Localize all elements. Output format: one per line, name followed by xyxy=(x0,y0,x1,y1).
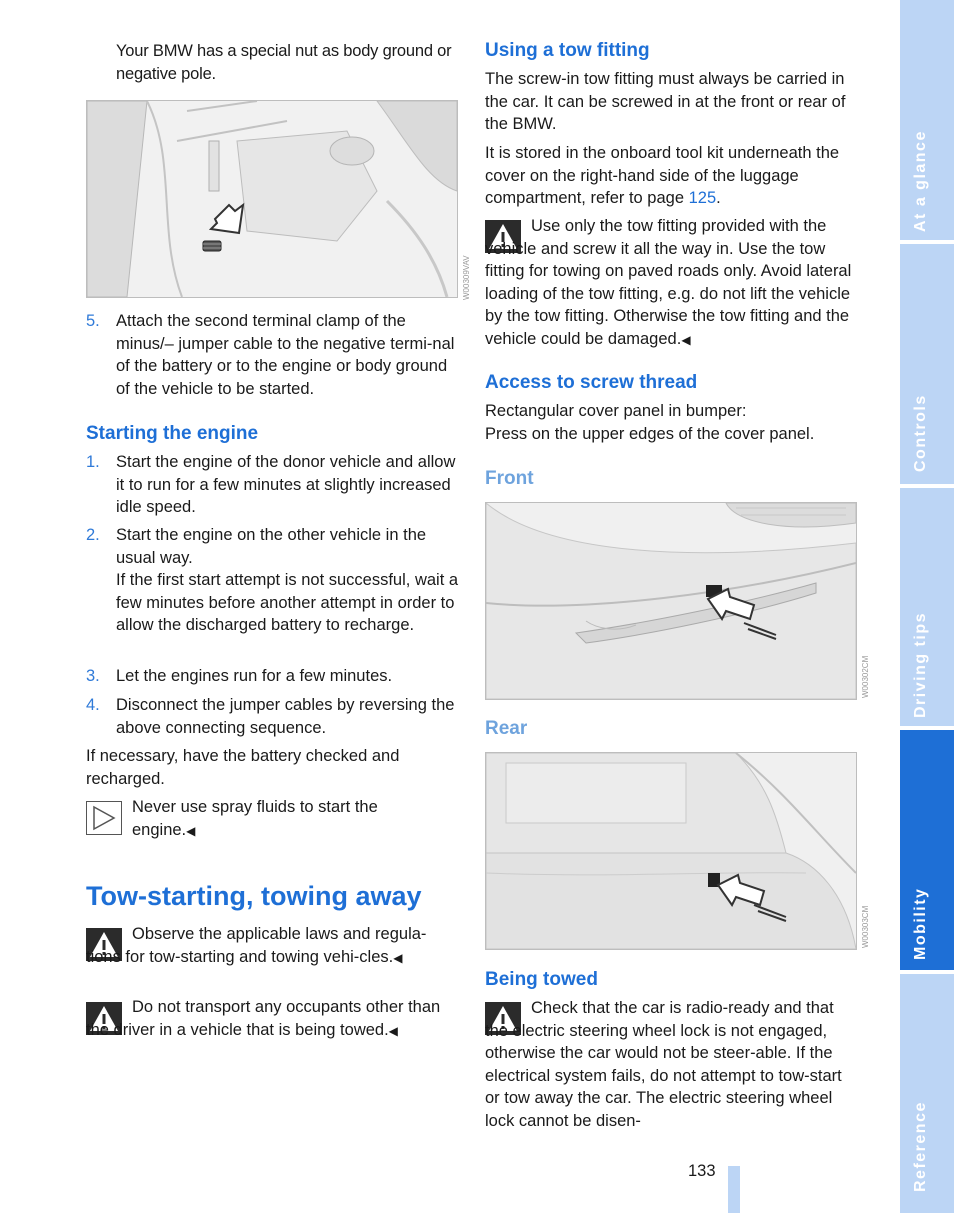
using-tow-fitting-heading: Using a tow fitting xyxy=(485,40,650,61)
front-bumper-figure xyxy=(485,502,857,700)
page-number: 133 xyxy=(688,1162,716,1180)
rear-bumper-figure xyxy=(485,752,857,950)
page-marker-bar xyxy=(728,1166,740,1213)
warning-text: Observe the applicable laws and regula-tions for tow-starting and towing vehi-cles.◀ xyxy=(86,925,427,966)
tab-controls[interactable] xyxy=(900,244,954,484)
step-text: Disconnect the jumper cables by reversing the above connecting sequence. xyxy=(116,696,455,737)
battery-note: If necessary, have the battery checked and recharged. xyxy=(86,747,400,788)
end-marker-icon: ◀ xyxy=(681,332,691,347)
figure-code: W00309VAV xyxy=(462,255,471,300)
step-number: 3. xyxy=(86,667,100,685)
tab-driving-tips[interactable] xyxy=(900,488,954,726)
note-triangle-icon xyxy=(86,801,122,835)
starting-engine-heading: Starting the engine xyxy=(86,423,259,444)
figure-code: W00302CM xyxy=(861,655,870,698)
using-paragraph-1: The screw-in tow fitting must always be carried in the car. It can be screwed in at the front or rear of the BMW. xyxy=(485,70,846,134)
engine-ground-figure xyxy=(86,100,458,298)
step-text: Let the engines run for a few minutes. xyxy=(116,667,393,685)
access-paragraph-1: Rectangular cover panel in bumper: xyxy=(485,402,747,420)
step-block xyxy=(116,524,461,637)
engine-bay-illustration xyxy=(87,101,457,297)
access-screw-thread-heading: Access to screw thread xyxy=(485,372,698,393)
intro-text: Your BMW has a special nut as body ground or negative pole. xyxy=(116,42,452,83)
tow-starting-heading: Tow-starting, towing away xyxy=(86,881,422,911)
step-number: 2. xyxy=(86,526,100,544)
tab-label: Controls xyxy=(912,394,929,472)
tab-at-a-glance[interactable] xyxy=(900,0,954,240)
warning-text: Use only the tow fitting provided with the vehicle and screw it all the way in. Use the tow fitting for towing on paved roads only. Avoid lateral loading of the tow fitting, e.g. do not lift the vehicle by the tow fitting. Otherwise the tow fitting and the vehicle could be damaged.◀ xyxy=(485,217,852,348)
tab-label: At a glance xyxy=(912,130,929,232)
front-bumper-illustration xyxy=(486,503,856,699)
page-reference-link[interactable]: 125 xyxy=(688,189,717,208)
step-text: Start the engine on the other vehicle in the usual way. xyxy=(116,526,427,567)
using-paragraph-2: It is stored in the onboard tool kit underneath the cover on the right-hand side of the luggage compartment, refer to page 125. xyxy=(485,144,840,208)
front-heading: Front xyxy=(485,468,534,489)
tab-label: Driving tips xyxy=(912,611,929,718)
step-text: Attach the second terminal clamp of the minus/– jumper cable to the negative termi-nal of the battery or to the engine or body ground of the vehicle to be started. xyxy=(116,312,455,398)
step-extra-text: If the first start attempt is not successful, wait a few minutes before another attempt in order to allow the discharged battery to recharge. xyxy=(116,571,459,635)
tab-label: Mobility xyxy=(912,887,929,960)
tab-label: Reference xyxy=(912,1101,929,1192)
warning-text: Check that the car is radio-ready and that the electric steering wheel lock is not engaged, otherwise the car would not be steer-able. If the electrical system fails, do not attempt to tow-start or tow away the car. The electric steering wheel lock cannot be disen- xyxy=(485,999,842,1130)
access-paragraph-2: Press on the upper edges of the cover panel. xyxy=(485,425,815,443)
chapter-sidebar xyxy=(900,0,954,1213)
end-marker-icon: ◀ xyxy=(393,950,403,965)
step-number: 5. xyxy=(86,312,100,330)
spray-note: Never use spray fluids to start the engine.◀ xyxy=(132,798,378,839)
step-number: 1. xyxy=(86,453,100,471)
end-marker-icon: ◀ xyxy=(186,823,196,838)
rear-bumper-illustration xyxy=(486,753,856,949)
warning-text: Do not transport any occupants other than the driver in a vehicle that is being towed.◀ xyxy=(86,998,441,1039)
figure-code: W00303CM xyxy=(861,905,870,948)
rear-heading: Rear xyxy=(485,718,528,739)
end-marker-icon: ◀ xyxy=(388,1023,398,1038)
tab-reference[interactable] xyxy=(900,974,954,1213)
step-text: Start the engine of the donor vehicle and allow it to run for a few minutes at slightly increased idle speed. xyxy=(116,453,456,517)
step-number: 4. xyxy=(86,696,100,714)
tab-mobility[interactable] xyxy=(900,730,954,970)
being-towed-heading: Being towed xyxy=(485,969,598,990)
